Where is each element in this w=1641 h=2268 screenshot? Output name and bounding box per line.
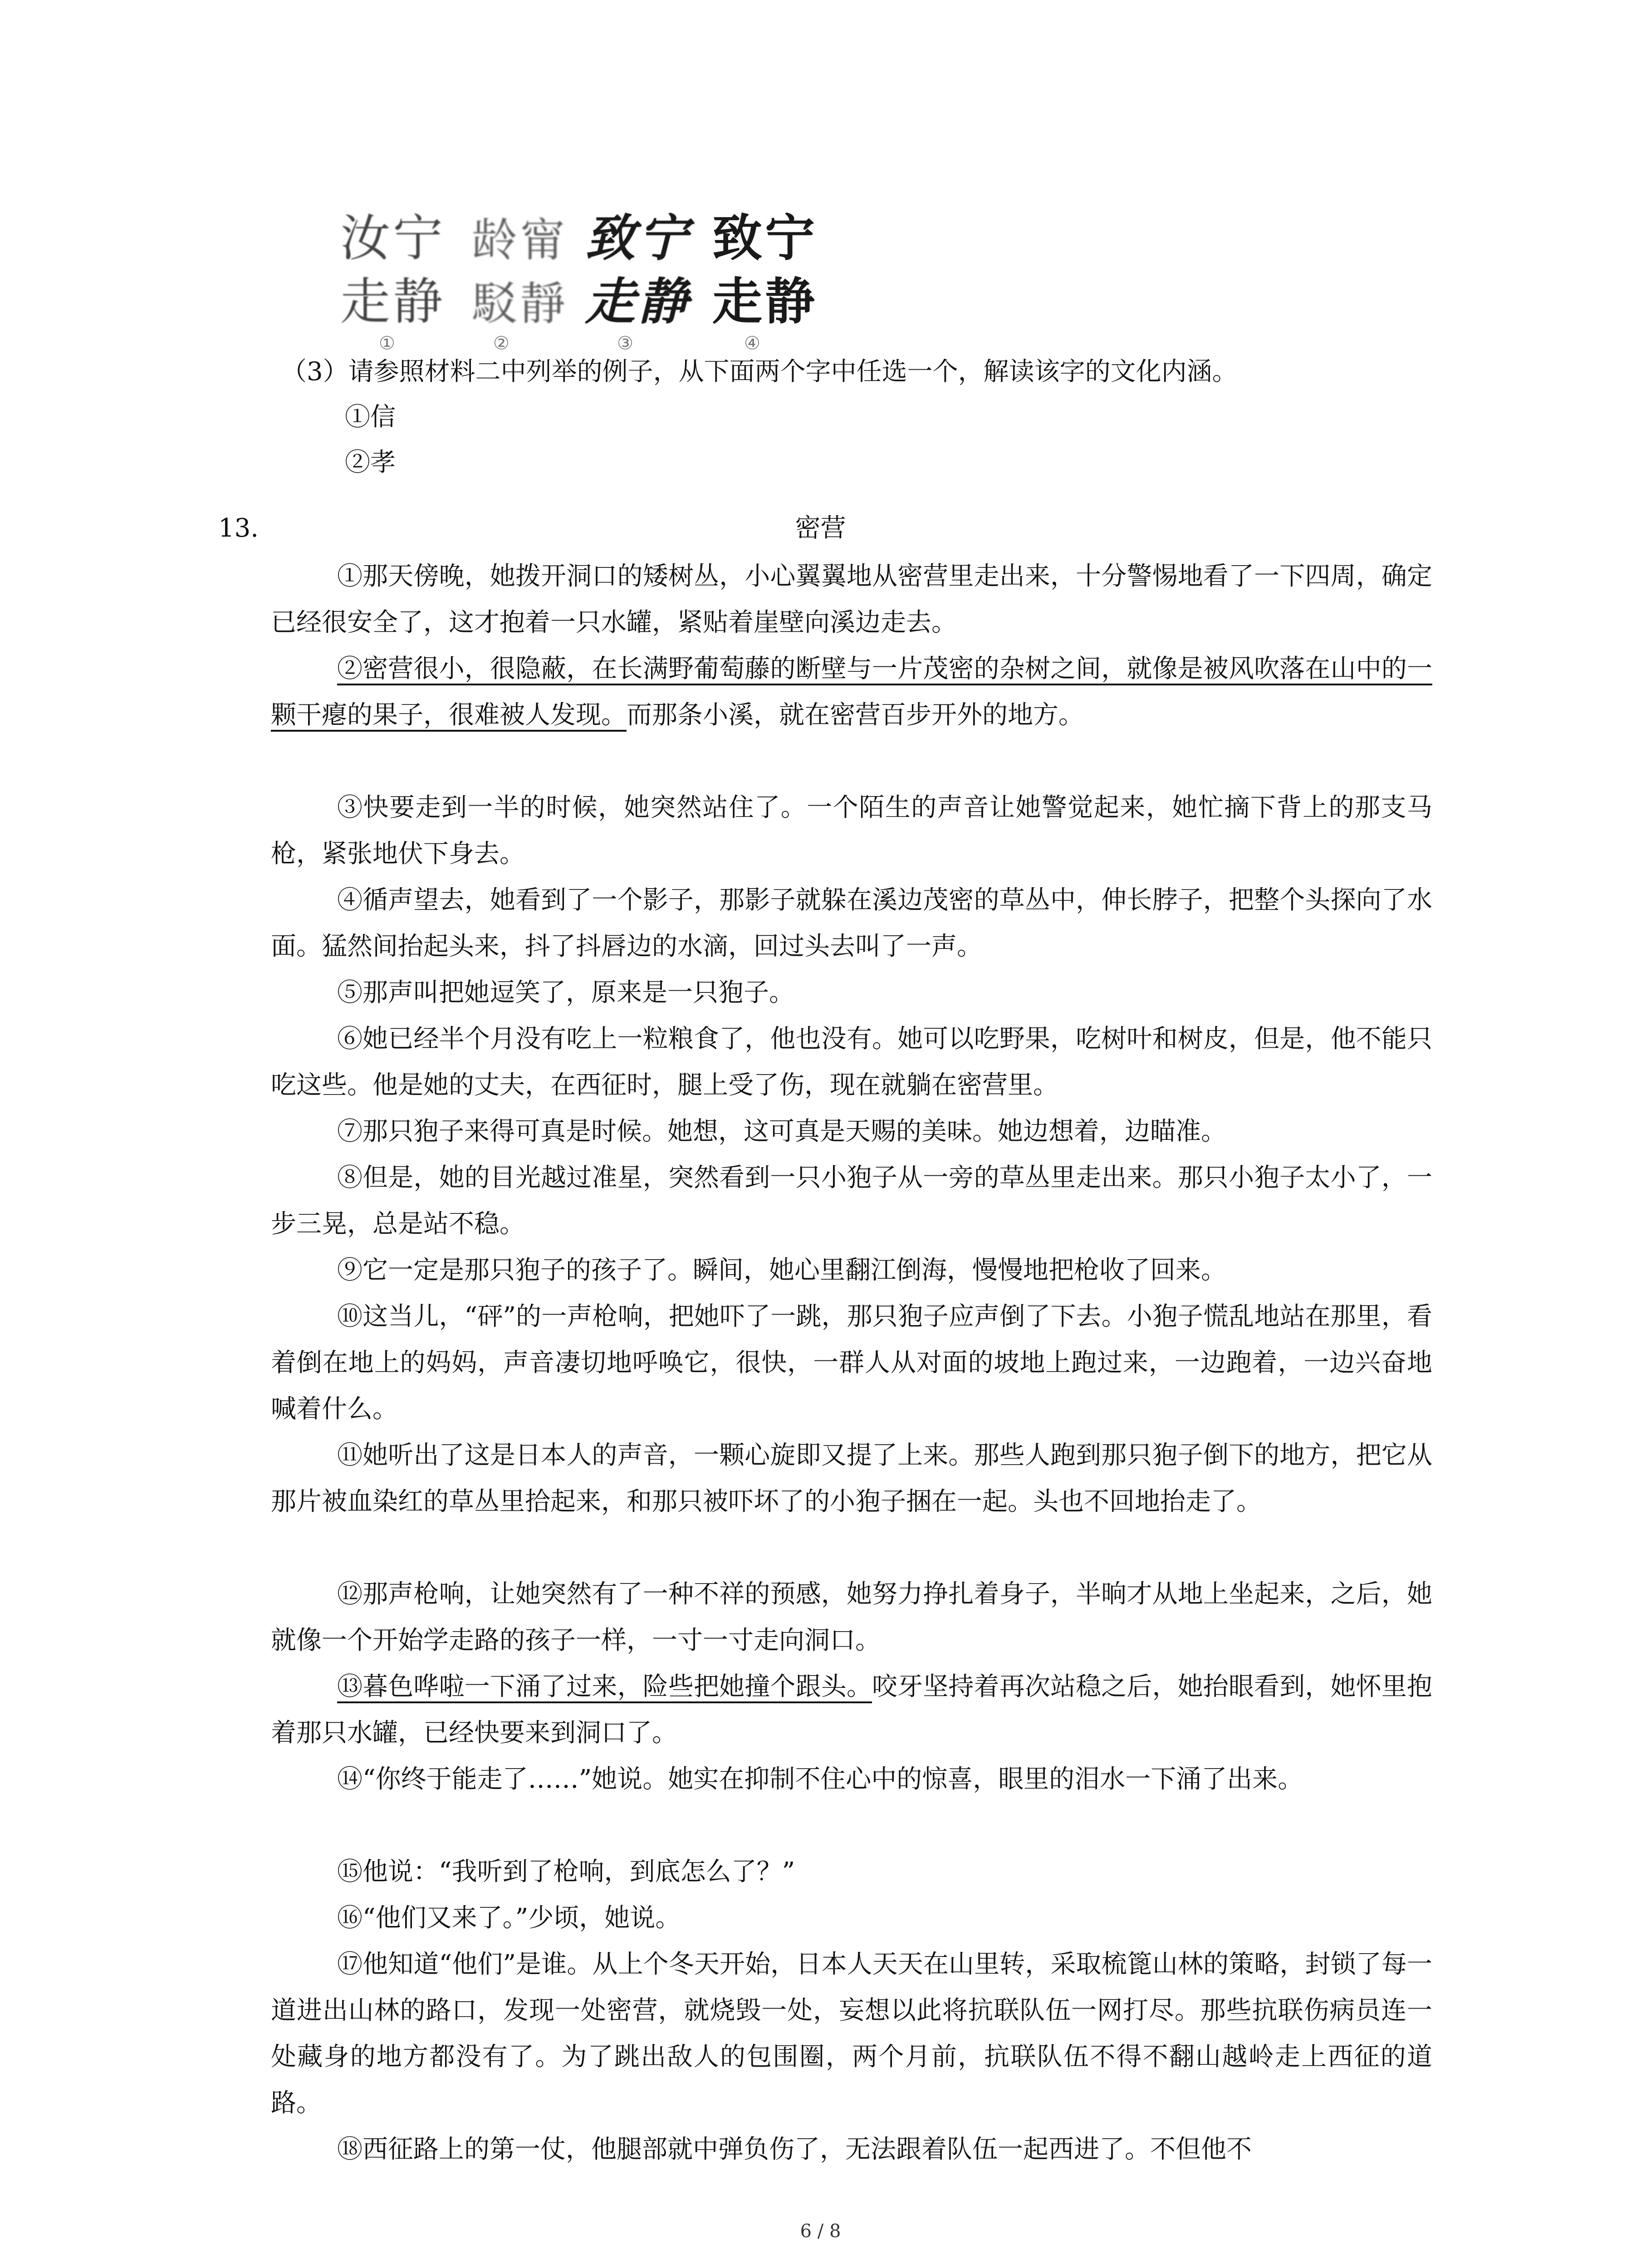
paragraph-3: ③快要走到一半的时候，她突然站住了。一个陌生的声音让她警觉起来，她忙摘下背上的那支马枪，紧张地伏下身去。: [271, 793, 1432, 869]
calligraphy-col2-bottom: 駁靜: [472, 277, 568, 330]
calligraphy-col3-top: 致宁: [585, 209, 691, 267]
paragraph-18: ⑱西征路上的第一仗，他腿部就中弹负伤了，无法跟着队伍一起西进了。不但他不: [337, 2135, 1252, 2164]
calligraphy-col1-bottom: 走静: [340, 273, 446, 331]
paragraph-11: ⑪她听出了这是日本人的声音，一颗心旋即又提了上来。那些人跑到那只狍子倒下的地方，把它从那片被血染红的草丛里拾起来，和那只被吓坏了的小狍子捆在一起。头也不回地抬走了。: [271, 1441, 1432, 1516]
question3-prompt: （3）请参照材料二中列举的例子，从下面两个字中任选一个，解读该字的文化内涵。: [281, 357, 1238, 386]
paragraph-8: ⑧但是，她的目光越过准星，突然看到一只小狍子从一旁的草丛里走出来。那只小狍子太小了，一步三晃，总是站不稳。: [271, 1163, 1432, 1239]
paragraph-4: ④循声望去，她看到了一个影子，那影子就躲在溪边茂密的草丛中，伸长脖子，把整个头探向了水面。猛然间抬起头来，抖了抖唇边的水滴，回过头去叫了一声。: [271, 885, 1432, 961]
paragraph-2-rest: 而那条小溪，就在密营百步开外的地方。: [627, 700, 1084, 730]
page-number: 6 / 8: [800, 2221, 841, 2242]
paragraph-17: ⑰他知道“他们”是谁。从上个冬天开始，日本人天天在山里转，采取梳篦山林的策略，封锁了每一道进出山林的路口，发现一处密营，就烧毁一处，妄想以此将抗联队伍一网打尽。那些抗联伤病员连一处藏身的地方都没有了。为了跳出敌人的包围圈，两个月前，抗联队伍不得不翻山越岭走上西征的道路。: [271, 1950, 1432, 2118]
paragraph-2-underlined: ②密营很小，很隐蔽，在长满野葡萄藤的断壁与一片茂密的杂树之间，就像是被风吹落在山中的一颗干瘪的果子，很难被人发现。: [271, 654, 1432, 730]
calligraphy-number-1: ①: [379, 333, 395, 354]
calligraphy-col4-top: 致宁: [712, 209, 818, 267]
article-title: 密营: [795, 513, 846, 543]
paragraph-9: ⑨它一定是那只狍子的孩子了。瞬间，她心里翻江倒海，慢慢地把枪收了回来。: [337, 1256, 1226, 1285]
calligraphy-number-2: ②: [493, 333, 509, 354]
paragraph-7: ⑦那只狍子来得可真是时候。她想，这可真是天赐的美味。她边想着，边瞄准。: [337, 1117, 1226, 1146]
question3-option-2: ②孝: [345, 448, 396, 477]
calligraphy-col1-top: 汝宁: [340, 209, 446, 267]
paragraph-2: [271, 646, 1432, 738]
calligraphy-col2-top: 龄甯: [472, 214, 568, 267]
paragraph-6: ⑥她已经半个月没有吃上一粒粮食了，他也没有。她可以吃野果，吃树叶和树皮，但是，他不能只吃这些。他是她的丈夫，在西征时，腿上受了伤，现在就躺在密营里。: [271, 1024, 1432, 1100]
paragraph-1: ①那天傍晚，她拨开洞口的矮树丛，小心翼翼地从密营里走出来，十分警惕地看了一下四周，确定已经很安全了，这才抱着一只水罐，紧贴着崖壁向溪边走去。: [271, 562, 1432, 637]
calligraphy-number-3: ③: [617, 333, 633, 354]
calligraphy-col3-bottom: 走静: [585, 272, 691, 331]
paragraph-12: ⑫那声枪响，让她突然有了一种不祥的预感，她努力挣扎着身子，半晌才从地上坐起来，之后，她就像一个开始学走路的孩子一样，一寸一寸走向洞口。: [271, 1579, 1432, 1655]
paragraph-15: ⑮他说：“我听到了枪响，到底怎么了？”: [337, 1857, 795, 1887]
paragraph-5: ⑤那声叫把她逗笑了，原来是一只狍子。: [337, 978, 794, 1007]
calligraphy-number-4: ④: [744, 333, 760, 354]
paragraph-13: [271, 1664, 1432, 1756]
paragraph-10: ⑩这当儿，“砰”的一声枪响，把她吓了一跳，那只狍子应声倒了下去。小狍子慌乱地站在那里，看着倒在地上的妈妈，声音凄切地呼唤它，很快，一群人从对面的坡地上跑过来，一边跑着，一边兴奋地喊着什么。: [271, 1302, 1432, 1424]
paragraph-13-rest: 咬牙坚持着再次站稳之后，她抬眼看到，她怀里抱着那只水罐，已经快要来到洞口了。: [271, 1672, 1433, 1748]
question3-option-1: ①信: [345, 402, 396, 432]
paragraph-13-underlined: ⑬暮色哗啦一下涌了过来，险些把她撞个跟头。: [337, 1672, 872, 1701]
question13-number: 13.: [218, 513, 259, 543]
paragraph-14: ⑭“你终于能走了……”她说。她实在抑制不住心中的惊喜，眼里的泪水一下涌了出来。: [337, 1765, 1303, 1794]
calligraphy-col4-bottom: 走静: [712, 272, 818, 331]
paragraph-16: ⑯“他们又来了。”少顷，她说。: [337, 1903, 681, 1933]
